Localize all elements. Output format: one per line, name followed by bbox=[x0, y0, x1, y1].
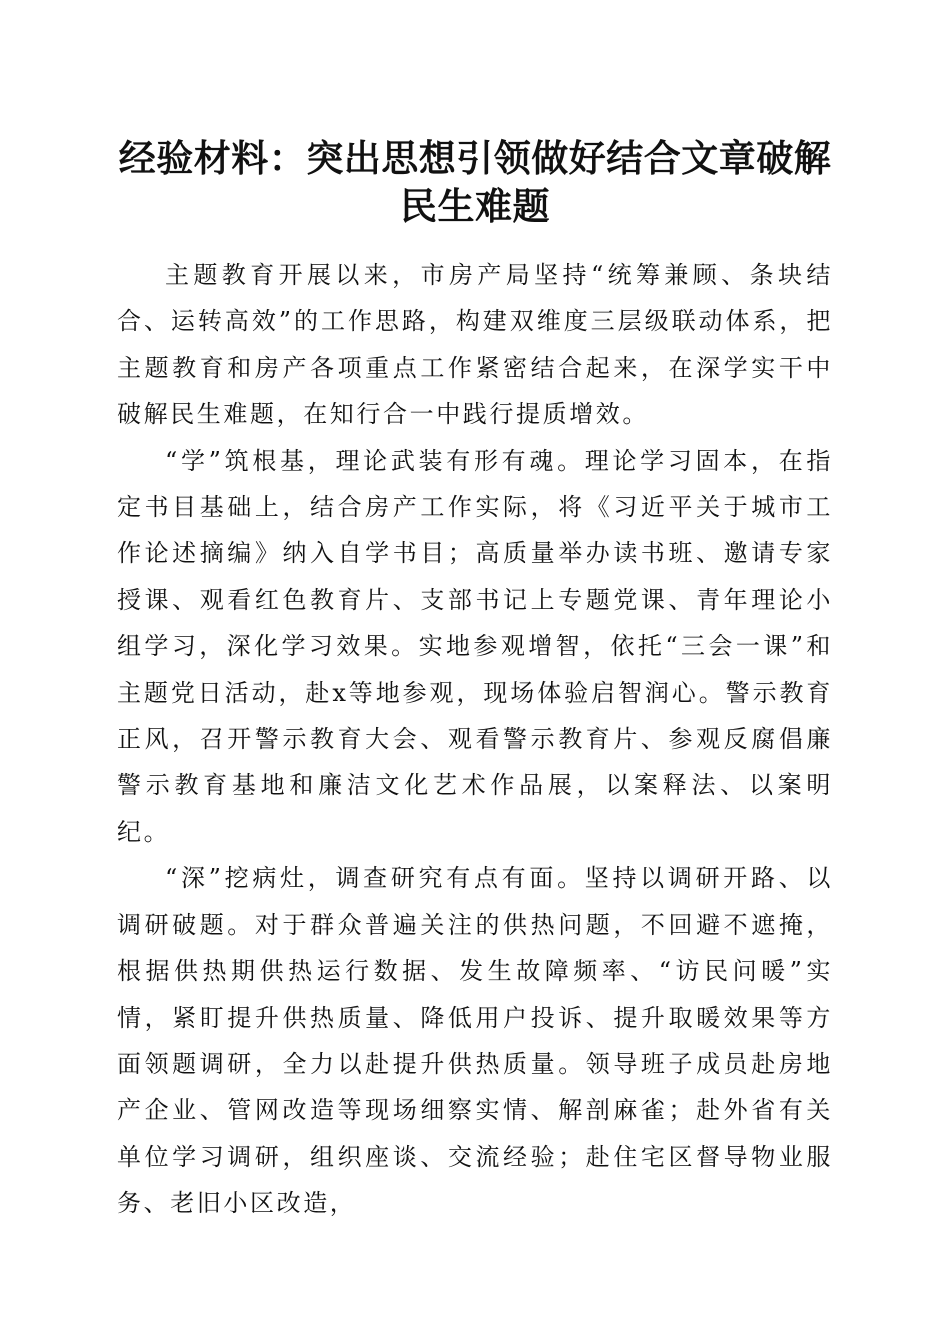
paragraph-research: “深”挖病灶，调查研究有点有面。坚持以调研开路、以调研破题。对于群众普遍关注的供热问题，不回避不遮掩，根据供热期供热运行数据、发生故障频率、“访民问暖”实情，紧盯提升供热质量、降低用户投诉、提升取暖效果等方面领题调研，全力以赴提升供热质量。领导班子成员赴房地产企业、管网改造等现场细察实情、解剖麻雀；赴外省有关单位学习调研，组织座谈、交流经验；赴住宅区督导物业服务、老旧小区改造， bbox=[117, 864, 833, 1218]
document-title: 经验材料：突出思想引领做好结合文章破解民生难题 bbox=[118, 136, 832, 228]
paragraph-study: “学”筑根基，理论武装有形有魂。理论学习固本，在指定书目基础上，结合房产工作实际，将《习近平关于城市工作论述摘编》纳入自学书目；高质量举办读书班、邀请专家授课、观看红色教育片、支部书记上专题党课、青年理论小组学习，深化学习效果。实地参观增智，依托“三会一课”和主题党日活动，赴x等地参观，现场体验启智润心。警示教育正风，召开警示教育大会、观看警示教育片、参观反腐倡廉警示教育基地和廉洁文化艺术作品展，以案释法、以案明纪。 bbox=[117, 446, 833, 846]
document-body bbox=[117, 252, 833, 1227]
paragraph-intro: 主题教育开展以来，市房产局坚持“统筹兼顾、条块结合、运转高效”的工作思路，构建双维度三层级联动体系，把主题教育和房产各项重点工作紧密结合起来，在深学实干中破解民生难题，在知行合一中践行提质增效。 bbox=[117, 261, 833, 429]
